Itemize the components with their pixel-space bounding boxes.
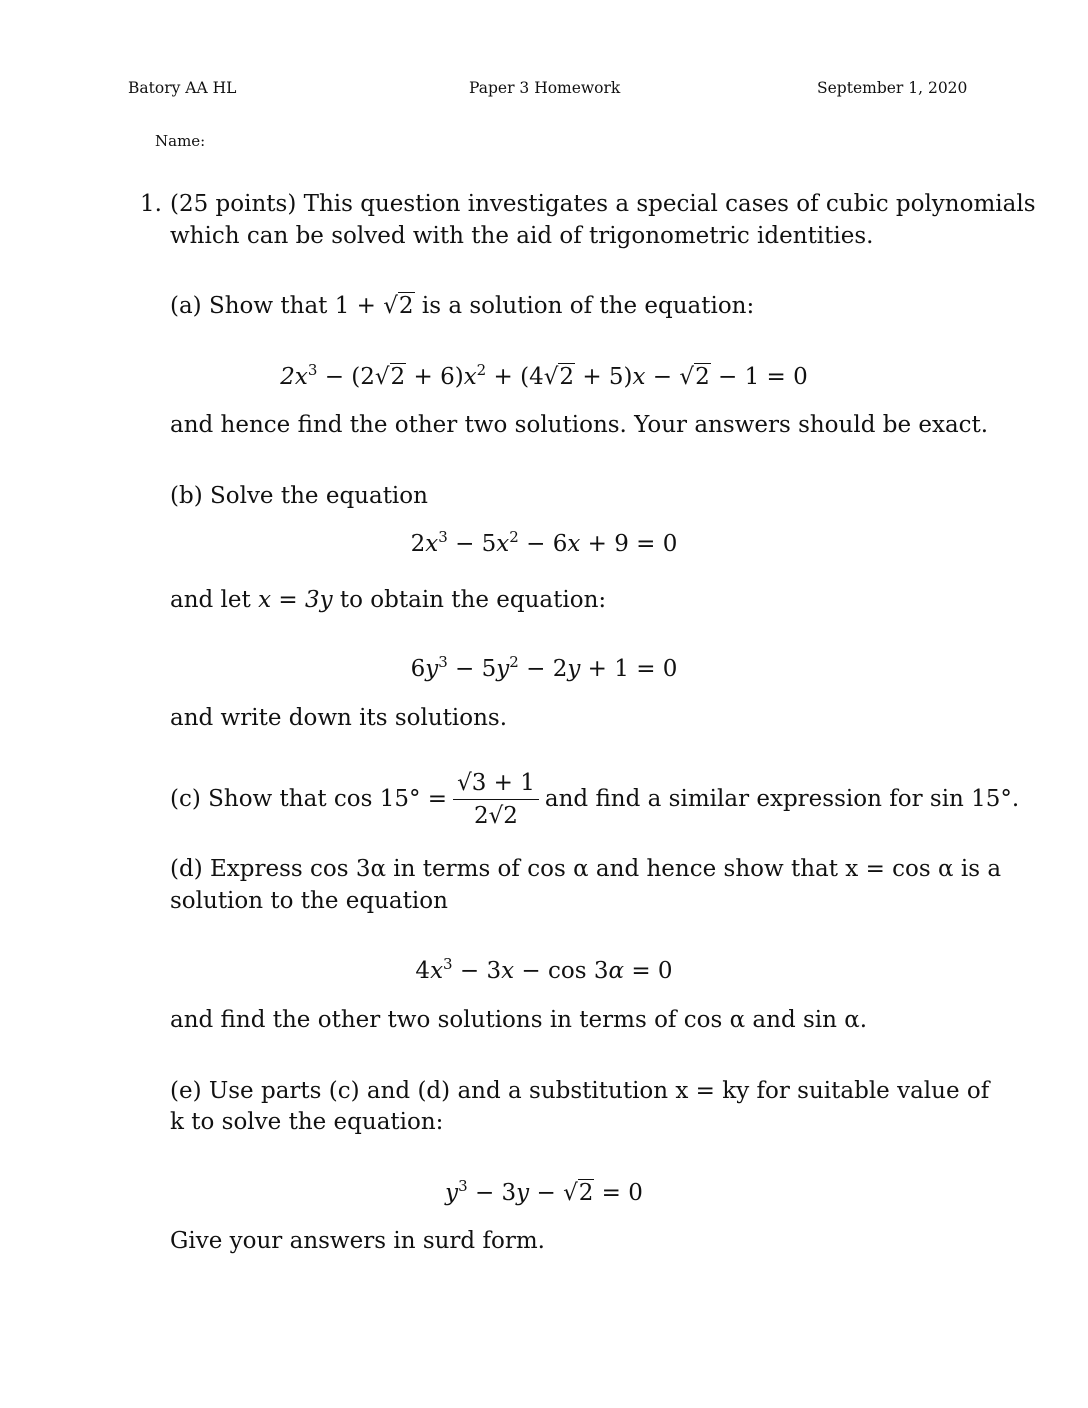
part-b-line2-suffix: to obtain the equation: (332, 587, 607, 613)
part-a-suffix: is a solution of the equation: (414, 293, 755, 319)
part-c-suffix: and find a similar expression for sin 15°. (544, 786, 1020, 812)
part-b-equation-1: $2x^3 - 5x^2 - 6x + 9 = 0$ (410, 528, 678, 557)
part-b-statement: (b) Solve the equation (170, 483, 428, 509)
part-b-line2-prefix: and let (170, 587, 259, 613)
part-d-after: and find the other two solutions in terms of cos α and sin α. (170, 1007, 868, 1033)
header-course: Batory AA HL (128, 79, 237, 97)
part-e-line-1: (e) Use parts (c) and (d) and a substitution x = ky for suitable value of (170, 1078, 990, 1104)
part-e-after: Give your answers in surd form. (170, 1228, 545, 1254)
part-a-statement (170, 292, 754, 320)
question-intro-line-1: (25 points) This question investigates a special cases of cubic polynomials (170, 191, 1036, 217)
sqrt-two: √2 (383, 293, 414, 319)
part-d-line-1: (d) Express cos 3α in terms of cos α and hence show that x = cos α is a (170, 856, 1002, 882)
name-label: Name: (155, 132, 206, 150)
part-a-after: and hence find the other two solutions. Your answers should be exact. (170, 412, 989, 438)
header-date: September 1, 2020 (817, 79, 968, 97)
part-b-substitution-line (170, 586, 606, 614)
cos15-fraction (453, 769, 539, 830)
part-b-substitution: x = 3y (258, 587, 333, 613)
header-title: Paper 3 Homework (469, 79, 621, 97)
part-c-statement (170, 763, 1019, 835)
part-a-equation: $2x^3 - (2√2 + 6)x^2 + (4√2 + 5)x - √2 - 1 = 0$ (280, 361, 808, 390)
part-a-prefix: (a) Show that 1 + (170, 293, 384, 319)
question-number: 1. (140, 191, 162, 217)
part-d-equation: $4x^3 - 3x - \cos 3\alpha = 0$ (415, 955, 673, 984)
part-b-equation-2: $6y^3 - 5y^2 - 2y + 1 = 0$ (410, 653, 678, 682)
cos15-denominator: 2√2 (474, 802, 518, 829)
part-b-after: and write down its solutions. (170, 705, 508, 731)
question-intro-line-2: which can be solved with the aid of trigonometric identities. (170, 223, 874, 249)
part-c-prefix: (c) Show that cos 15° = (170, 786, 448, 812)
part-e-line-2: k to solve the equation: (170, 1109, 444, 1135)
cos15-numerator: √3 + 1 (453, 769, 539, 800)
part-e-equation: $y^3 - 3y - √2 = 0$ (445, 1177, 643, 1206)
part-d-line-2: solution to the equation (170, 888, 448, 914)
